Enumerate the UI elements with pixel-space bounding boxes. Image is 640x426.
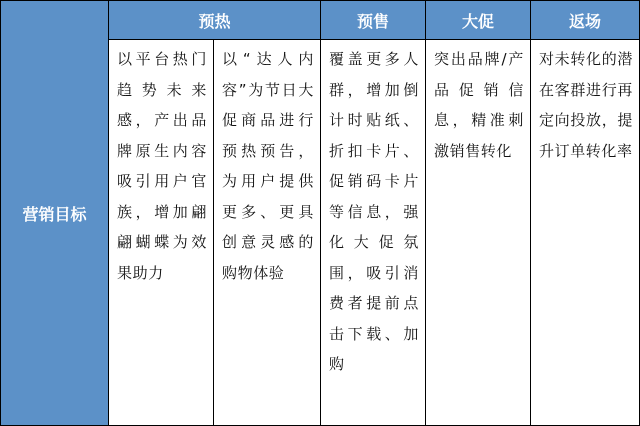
header-divider <box>530 1 531 39</box>
cell-big-promo: 突出品牌/产品促销信息，精准刺激销售转化 <box>426 40 531 425</box>
row-header-marketing-goal: 营销目标 <box>1 1 109 425</box>
cell-warmup-trend: 以平台热门趋势未来感，产出品牌原生内容吸引用户官族，增加翩翩蝴蝶为效果助力 <box>109 40 214 425</box>
column-header-presale: 预售 <box>321 1 425 39</box>
cell-presale: 覆盖更多人群，增加倒计时贴纸、折扣卡片、促销码卡片等信息，强化大促氛围，吸引消费者提前点击下载、加购 <box>321 40 426 425</box>
header-divider <box>320 1 321 39</box>
column-header-warmup: 预热 <box>109 1 320 39</box>
cell-warmup-influencer: 以“达人内容”为节日大促商品进行预热预告，为用户提供更多、更具创意灵感的购物体验 <box>214 40 321 425</box>
column-header-big-promo: 大促 <box>426 1 530 39</box>
header-divider <box>425 1 426 39</box>
cell-return: 对未转化的潜在客群进行再定向投放，提升订单转化率 <box>539 50 633 160</box>
column-header-return: 返场 <box>531 1 639 39</box>
